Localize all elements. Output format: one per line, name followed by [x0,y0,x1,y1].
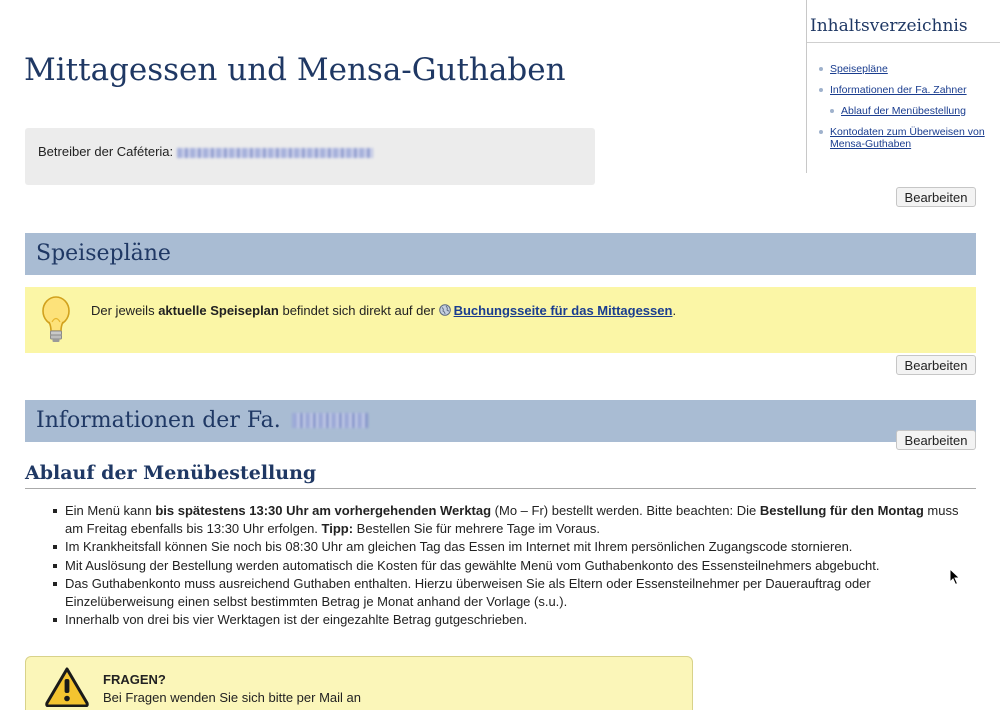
tip-box [25,287,976,353]
toc-link-speiseplaene[interactable]: Speisepläne [830,63,888,75]
tip-text-part: befindet sich direkt auf der [278,303,439,318]
operator-label: Betreiber der Caféteria: [38,144,174,159]
list-item-text: Ein Menü kann [65,503,156,518]
operator-name-redacted [177,148,373,158]
globe-icon [439,304,451,319]
edit-button-intro[interactable]: Bearbeiten [896,187,976,207]
toc-link-ablauf[interactable]: Ablauf der Menübestellung [841,105,966,117]
toc-item [830,105,1000,117]
list-item-text: muss am Freitag ebenfalls bis 13:30 Uhr erfolgen. [65,503,959,537]
faq-box [25,656,693,710]
toc-title: Inhaltsverzeichnis [807,0,1000,43]
table-of-contents [806,0,1000,173]
section-header-speiseplaene [25,233,976,275]
tip-text [91,303,676,319]
list-item: Das Guthabenkonto muss ausreichend Guthaben enthalten. Hierzu überweisen Sie als Eltern oder Essensteilnehmer per Dauerauftrag oder Einzelüberweisung einen selbst bestimmten Betrag je Monat anhand der Vorlage (s.u.). [65,575,965,611]
list-item: Mit Auslösung der Bestellung werden automatisch die Kosten für das gewählte Menü vom Guthabenkonto des Essensteilnehmers abgebucht. [65,557,965,575]
faq-text: Bei Fragen wenden Sie sich bitte per Mail an [103,690,361,705]
subheading-ablauf: Ablauf der Menübestellung [25,462,976,489]
section-title: Informationen der Fa. [36,408,281,433]
list-item-bold: Tipp: [321,521,354,537]
mouse-cursor-icon [949,568,961,591]
toc-item [819,63,1000,75]
toc-item [819,126,1000,150]
list-item-bold: bis spätestens 13:30 Uhr am vorhergehenden Werktag [155,503,492,518]
list-item [65,502,965,538]
buchungsseite-link[interactable]: Buchungsseite für das Mittagessen [453,303,673,318]
page-title: Mittagessen und Mensa-Guthaben [24,52,566,88]
faq-title: FRAGEN? [103,672,166,687]
toc-item [819,84,1000,96]
list-item: Innerhalb von drei bis vier Werktagen ist der eingezahlte Betrag gutgeschrieben. [65,611,965,629]
tip-text-bold: aktuelle Speiseplan [158,303,279,318]
list-item-text: Bestellen Sie für mehrere Tage im Voraus. [353,521,600,537]
edit-button-informationen[interactable]: Bearbeiten [896,430,976,450]
section-title: Speisepläne [36,241,171,266]
toc-list [807,43,1000,150]
company-name-redacted [292,413,368,428]
list-item-bold: Bestellung für den Montag [759,503,924,518]
list-item: Im Krankheitsfall können Sie noch bis 08:30 Uhr am gleichen Tag das Essen im Internet mit Ihrem persönlichen Zugangscode stornieren. [65,538,965,556]
tip-text-part: Der jeweils [91,303,159,318]
list-item-text: (Mo – Fr) bestellt werden. Bitte beachten: Die [491,503,760,518]
toc-link-kontodaten[interactable]: Kontodaten zum Überweisen von Mensa-Guthaben [830,126,985,150]
operator-info-box [25,128,595,185]
lightbulb-icon [40,295,72,348]
ablauf-list [65,502,965,629]
tip-text-part: . [672,303,677,318]
warning-icon [45,667,89,710]
section-header-informationen [25,400,976,442]
toc-link-informationen[interactable]: Informationen der Fa. Zahner [830,84,967,96]
edit-button-speiseplaene[interactable]: Bearbeiten [896,355,976,375]
